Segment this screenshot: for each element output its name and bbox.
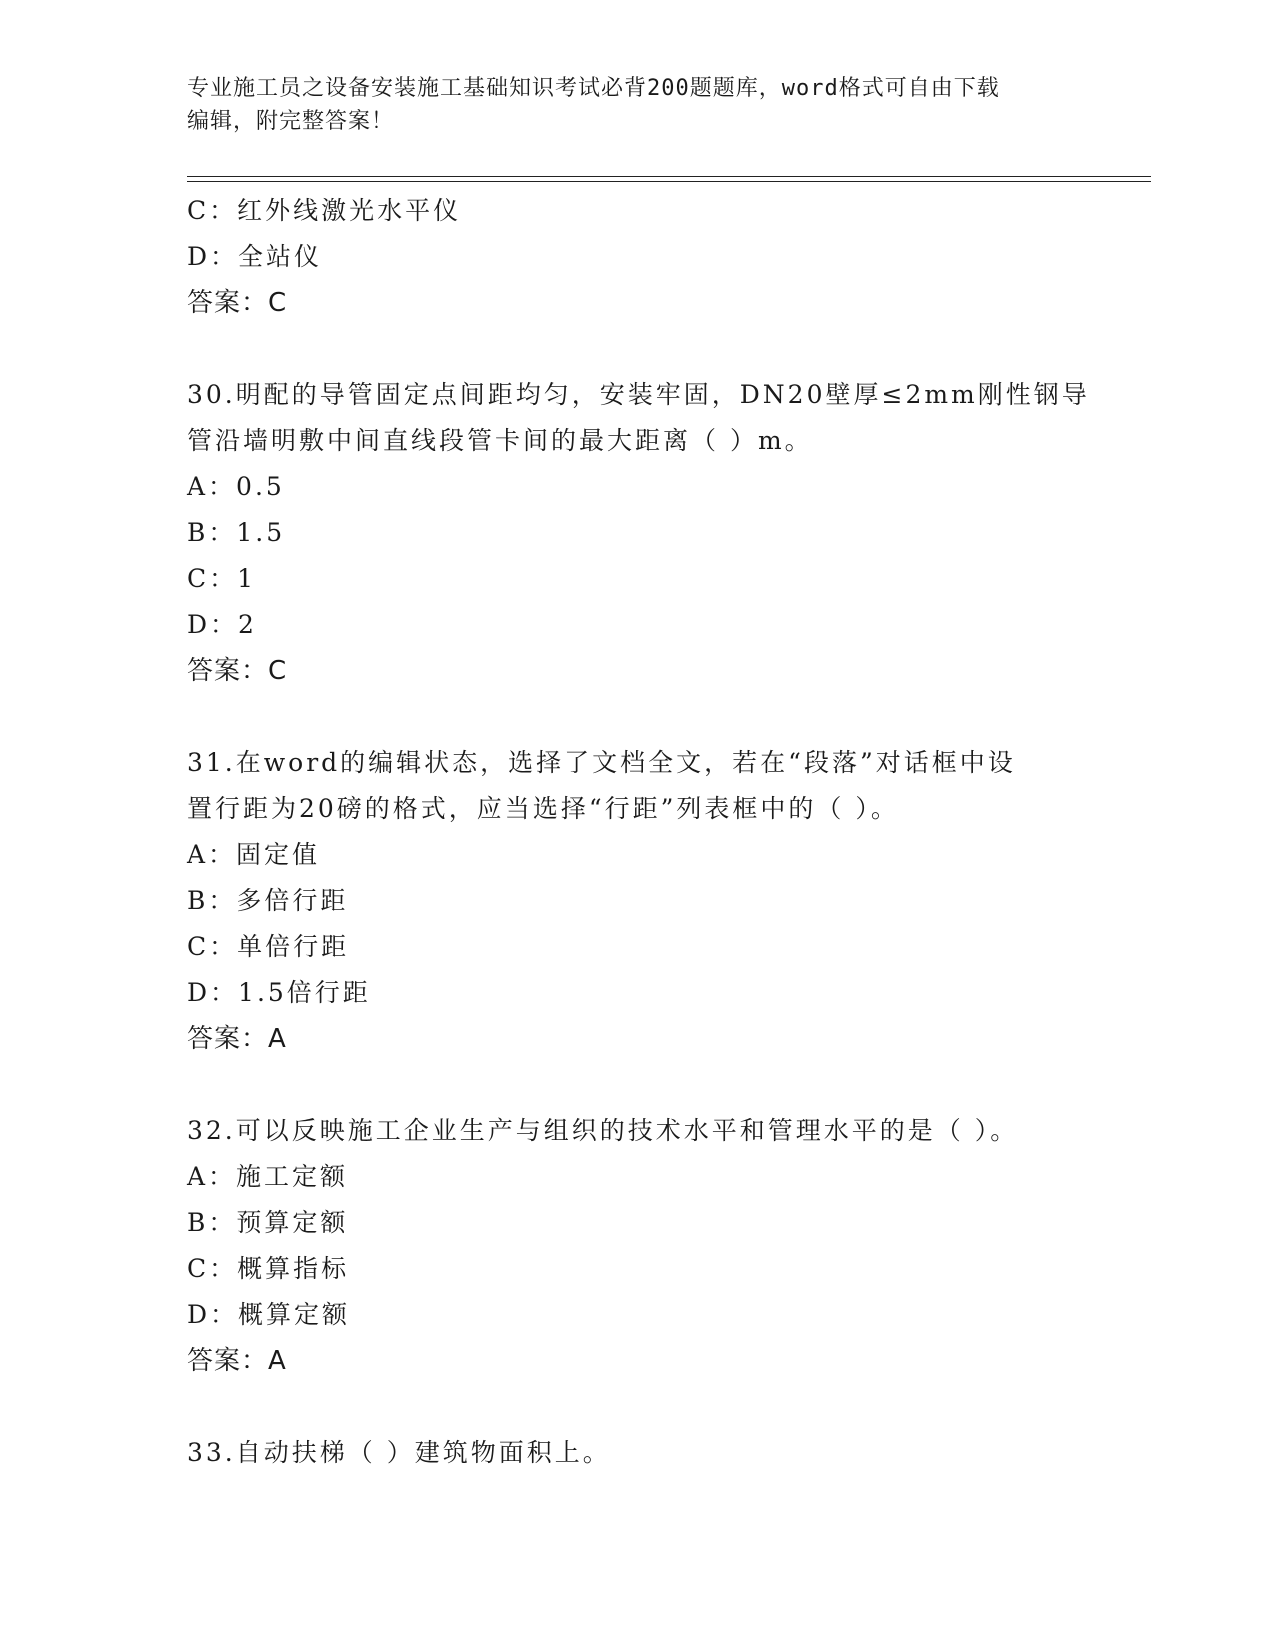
answer: 答案：C bbox=[187, 288, 288, 318]
spacer bbox=[187, 1384, 1127, 1430]
question-30 bbox=[187, 372, 1127, 694]
option-d: D：1.5倍行距 bbox=[187, 978, 371, 1007]
option-b: B：预算定额 bbox=[187, 1208, 349, 1237]
option-c: C：1 bbox=[187, 564, 257, 593]
option-d: D：概算定额 bbox=[187, 1300, 351, 1329]
question-stem-line-1: 32.可以反映施工企业生产与组织的技术水平和管理水平的是（ ）。 bbox=[187, 1116, 1019, 1145]
question-32 bbox=[187, 1108, 1127, 1384]
answer: 答案：A bbox=[187, 1024, 287, 1054]
question-stem-line-2: 置行距为20磅的格式，应当选择“行距”列表框中的（ ）。 bbox=[187, 794, 899, 823]
answer: 答案：C bbox=[187, 656, 288, 686]
header-title-line-2: 编辑，附完整答案！ bbox=[187, 109, 395, 134]
option-b: B：多倍行距 bbox=[187, 886, 349, 915]
option-c: C：红外线激光水平仪 bbox=[187, 196, 462, 225]
spacer bbox=[187, 1062, 1127, 1108]
question-stem-line-2: 管沿墙明敷中间直线段管卡间的最大距离（ ）m。 bbox=[187, 426, 813, 455]
header-rule-top bbox=[187, 176, 1151, 177]
question-stem-line-1: 33.自动扶梯（ ）建筑物面积上。 bbox=[187, 1438, 611, 1467]
question-29 bbox=[187, 188, 1127, 326]
option-d: D：2 bbox=[187, 610, 257, 639]
option-c: C：单倍行距 bbox=[187, 932, 350, 961]
option-c: C：概算指标 bbox=[187, 1254, 350, 1283]
header-rule-bottom bbox=[187, 181, 1151, 182]
spacer bbox=[187, 694, 1127, 740]
option-a: A：施工定额 bbox=[187, 1162, 349, 1191]
option-a: A：固定值 bbox=[187, 840, 321, 869]
question-31 bbox=[187, 740, 1127, 1062]
question-list bbox=[187, 188, 1127, 1476]
question-33 bbox=[187, 1430, 1127, 1476]
question-stem-line-1: 30.明配的导管固定点间距均匀，安装牢固，DN20壁厚≤2mm刚性钢导 bbox=[187, 380, 1090, 409]
header-title-line-1: 专业施工员之设备安装施工基础知识考试必背200题题库，word格式可自由下载 bbox=[187, 76, 1000, 101]
option-b: B：1.5 bbox=[187, 518, 286, 547]
option-d: D：全站仪 bbox=[187, 242, 323, 271]
spacer bbox=[187, 326, 1127, 372]
option-a: A：0.5 bbox=[187, 472, 285, 501]
document-header bbox=[187, 72, 1087, 138]
question-stem-line-1: 31.在word的编辑状态，选择了文档全文，若在“段落”对话框中设 bbox=[187, 748, 1016, 777]
answer: 答案：A bbox=[187, 1346, 287, 1376]
